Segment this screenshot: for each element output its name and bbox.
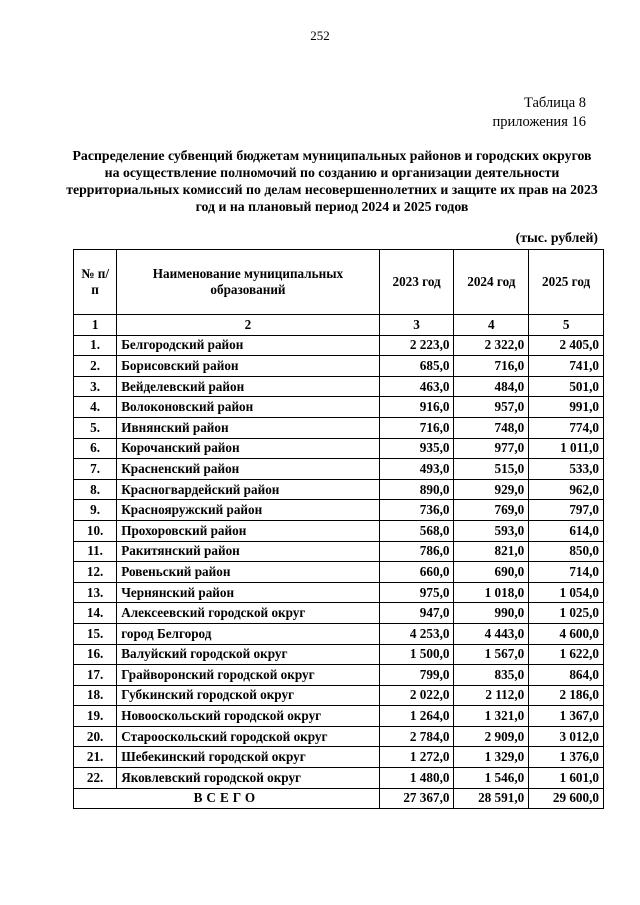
row-2023: 1 272,0	[379, 747, 454, 768]
row-2023: 716,0	[379, 417, 454, 438]
table-row	[74, 562, 604, 583]
row-2024: 2 112,0	[454, 685, 529, 706]
row-name: Вейделевский район	[117, 376, 380, 397]
table-row	[74, 500, 604, 521]
row-2023: 890,0	[379, 479, 454, 500]
row-name: Волоконовский район	[117, 397, 380, 418]
row-name: Новооскольский городской округ	[117, 706, 380, 727]
row-2025: 4 600,0	[529, 623, 604, 644]
table-row	[74, 520, 604, 541]
index-cell: 5	[529, 315, 604, 336]
header-2024: 2024 год	[454, 250, 529, 315]
row-2025: 962,0	[529, 479, 604, 500]
row-number: 14.	[74, 603, 117, 624]
row-2024: 1 567,0	[454, 644, 529, 665]
row-number: 12.	[74, 562, 117, 583]
table-row	[74, 747, 604, 768]
table-row	[74, 438, 604, 459]
row-name: Губкинский городской округ	[117, 685, 380, 706]
row-number: 13.	[74, 582, 117, 603]
index-cell: 2	[117, 315, 380, 336]
row-2024: 4 443,0	[454, 623, 529, 644]
row-name: Красногвардейский район	[117, 479, 380, 500]
header-2025: 2025 год	[529, 250, 604, 315]
row-2024: 929,0	[454, 479, 529, 500]
table-header-row	[74, 250, 604, 315]
header-num	[74, 250, 117, 315]
header-name	[117, 250, 380, 315]
row-2023: 2 223,0	[379, 335, 454, 356]
row-2025: 533,0	[529, 459, 604, 480]
row-name: Алексеевский городской округ	[117, 603, 380, 624]
table-ref-line1: Таблица 8	[523, 95, 586, 111]
row-number: 19.	[74, 706, 117, 727]
table-row	[74, 623, 604, 644]
row-2023: 1 264,0	[379, 706, 454, 727]
row-name: Ровеньский район	[117, 562, 380, 583]
index-cell: 1	[74, 315, 117, 336]
row-2023: 568,0	[379, 520, 454, 541]
row-2023: 916,0	[379, 397, 454, 418]
table-row	[74, 479, 604, 500]
row-number: 17.	[74, 665, 117, 686]
row-2025: 1 011,0	[529, 438, 604, 459]
row-2025: 1 376,0	[529, 747, 604, 768]
row-number: 3.	[74, 376, 117, 397]
header-2023: 2023 год	[379, 250, 454, 315]
row-number: 15.	[74, 623, 117, 644]
table-row	[74, 644, 604, 665]
row-2023: 1 480,0	[379, 768, 454, 789]
row-number: 21.	[74, 747, 117, 768]
row-name: город Белгород	[117, 623, 380, 644]
row-2024: 1 546,0	[454, 768, 529, 789]
row-2024: 990,0	[454, 603, 529, 624]
table-row	[74, 397, 604, 418]
row-number: 5.	[74, 417, 117, 438]
row-number: 4.	[74, 397, 117, 418]
row-2024: 515,0	[454, 459, 529, 480]
row-name: Прохоровский район	[117, 520, 380, 541]
table-row	[74, 335, 604, 356]
row-name: Валуйский городской округ	[117, 644, 380, 665]
row-2025: 1 025,0	[529, 603, 604, 624]
header-num-label: № п/п	[81, 266, 110, 297]
row-2024: 1 321,0	[454, 706, 529, 727]
row-2025: 741,0	[529, 356, 604, 377]
row-number: 8.	[74, 479, 117, 500]
row-number: 10.	[74, 520, 117, 541]
total-row	[74, 788, 604, 809]
row-name: Чернянский район	[117, 582, 380, 603]
table-body	[74, 315, 604, 789]
row-name: Старооскольский городской округ	[117, 726, 380, 747]
row-2023: 660,0	[379, 562, 454, 583]
row-2025: 1 622,0	[529, 644, 604, 665]
row-number: 18.	[74, 685, 117, 706]
row-name: Борисовский район	[117, 356, 380, 377]
table-row	[74, 706, 604, 727]
row-number: 20.	[74, 726, 117, 747]
row-number: 11.	[74, 541, 117, 562]
row-name: Белгородский район	[117, 335, 380, 356]
row-2025: 1 367,0	[529, 706, 604, 727]
row-2024: 690,0	[454, 562, 529, 583]
row-2025: 797,0	[529, 500, 604, 521]
row-2024: 2 909,0	[454, 726, 529, 747]
table-row	[74, 356, 604, 377]
row-2023: 935,0	[379, 438, 454, 459]
row-2025: 774,0	[529, 417, 604, 438]
row-2025: 614,0	[529, 520, 604, 541]
row-number: 9.	[74, 500, 117, 521]
row-2024: 716,0	[454, 356, 529, 377]
row-number: 22.	[74, 768, 117, 789]
document-title: Распределение субвенций бюджетам муниципальных районов и городских округов на осуществление полномочий по созданию и организации деятельности территориальных комиссий по делам несовершеннолетних и защите их прав на 2023 год и на плановый период 2024 и 2025 годов	[66, 148, 598, 214]
row-2024: 748,0	[454, 417, 529, 438]
row-name: Красненский район	[117, 459, 380, 480]
row-2025: 850,0	[529, 541, 604, 562]
row-2024: 593,0	[454, 520, 529, 541]
row-2023: 2 022,0	[379, 685, 454, 706]
header-name-label: Наименование муниципальных образований	[152, 266, 344, 297]
row-number: 6.	[74, 438, 117, 459]
table-row	[74, 541, 604, 562]
row-2024: 2 322,0	[454, 335, 529, 356]
table-row	[74, 726, 604, 747]
row-2023: 463,0	[379, 376, 454, 397]
total-2023: 27 367,0	[379, 788, 454, 809]
row-name: Корочанский район	[117, 438, 380, 459]
row-2023: 493,0	[379, 459, 454, 480]
page-number: 252	[310, 28, 330, 43]
row-name: Ракитянский район	[117, 541, 380, 562]
row-name: Грайворонский городской округ	[117, 665, 380, 686]
table-ref-line2: приложения 16	[492, 114, 586, 130]
row-2023: 736,0	[379, 500, 454, 521]
row-2023: 975,0	[379, 582, 454, 603]
index-cell: 4	[454, 315, 529, 336]
row-2025: 1 054,0	[529, 582, 604, 603]
subvention-table	[73, 249, 604, 809]
total-2025: 29 600,0	[529, 788, 604, 809]
row-name: Ивнянский район	[117, 417, 380, 438]
row-2025: 2 405,0	[529, 335, 604, 356]
table-row	[74, 376, 604, 397]
table-row	[74, 685, 604, 706]
total-label: ВСЕГО	[74, 788, 380, 809]
row-2025: 501,0	[529, 376, 604, 397]
table-row	[74, 459, 604, 480]
row-2025: 714,0	[529, 562, 604, 583]
table-row	[74, 665, 604, 686]
row-number: 2.	[74, 356, 117, 377]
row-2023: 947,0	[379, 603, 454, 624]
table-row	[74, 768, 604, 789]
row-2025: 864,0	[529, 665, 604, 686]
row-number: 16.	[74, 644, 117, 665]
row-2025: 2 186,0	[529, 685, 604, 706]
row-2023: 786,0	[379, 541, 454, 562]
total-2024: 28 591,0	[454, 788, 529, 809]
row-name: Краснояружский район	[117, 500, 380, 521]
row-2025: 1 601,0	[529, 768, 604, 789]
index-cell: 3	[379, 315, 454, 336]
row-2023: 685,0	[379, 356, 454, 377]
row-2025: 991,0	[529, 397, 604, 418]
row-2023: 4 253,0	[379, 623, 454, 644]
row-number: 1.	[74, 335, 117, 356]
row-number: 7.	[74, 459, 117, 480]
row-name: Яковлевский городской округ	[117, 768, 380, 789]
row-2024: 977,0	[454, 438, 529, 459]
row-2023: 2 784,0	[379, 726, 454, 747]
row-2024: 821,0	[454, 541, 529, 562]
table-reference	[493, 94, 586, 132]
row-2024: 769,0	[454, 500, 529, 521]
units-label: (тыс. рублей)	[515, 230, 598, 245]
row-2023: 799,0	[379, 665, 454, 686]
table-row	[74, 582, 604, 603]
row-2024: 835,0	[454, 665, 529, 686]
row-2025: 3 012,0	[529, 726, 604, 747]
row-name: Шебекинский городской округ	[117, 747, 380, 768]
row-2024: 957,0	[454, 397, 529, 418]
row-2023: 1 500,0	[379, 644, 454, 665]
column-index-row	[74, 315, 604, 336]
row-2024: 484,0	[454, 376, 529, 397]
row-2024: 1 018,0	[454, 582, 529, 603]
table-row	[74, 603, 604, 624]
row-2024: 1 329,0	[454, 747, 529, 768]
table-row	[74, 417, 604, 438]
